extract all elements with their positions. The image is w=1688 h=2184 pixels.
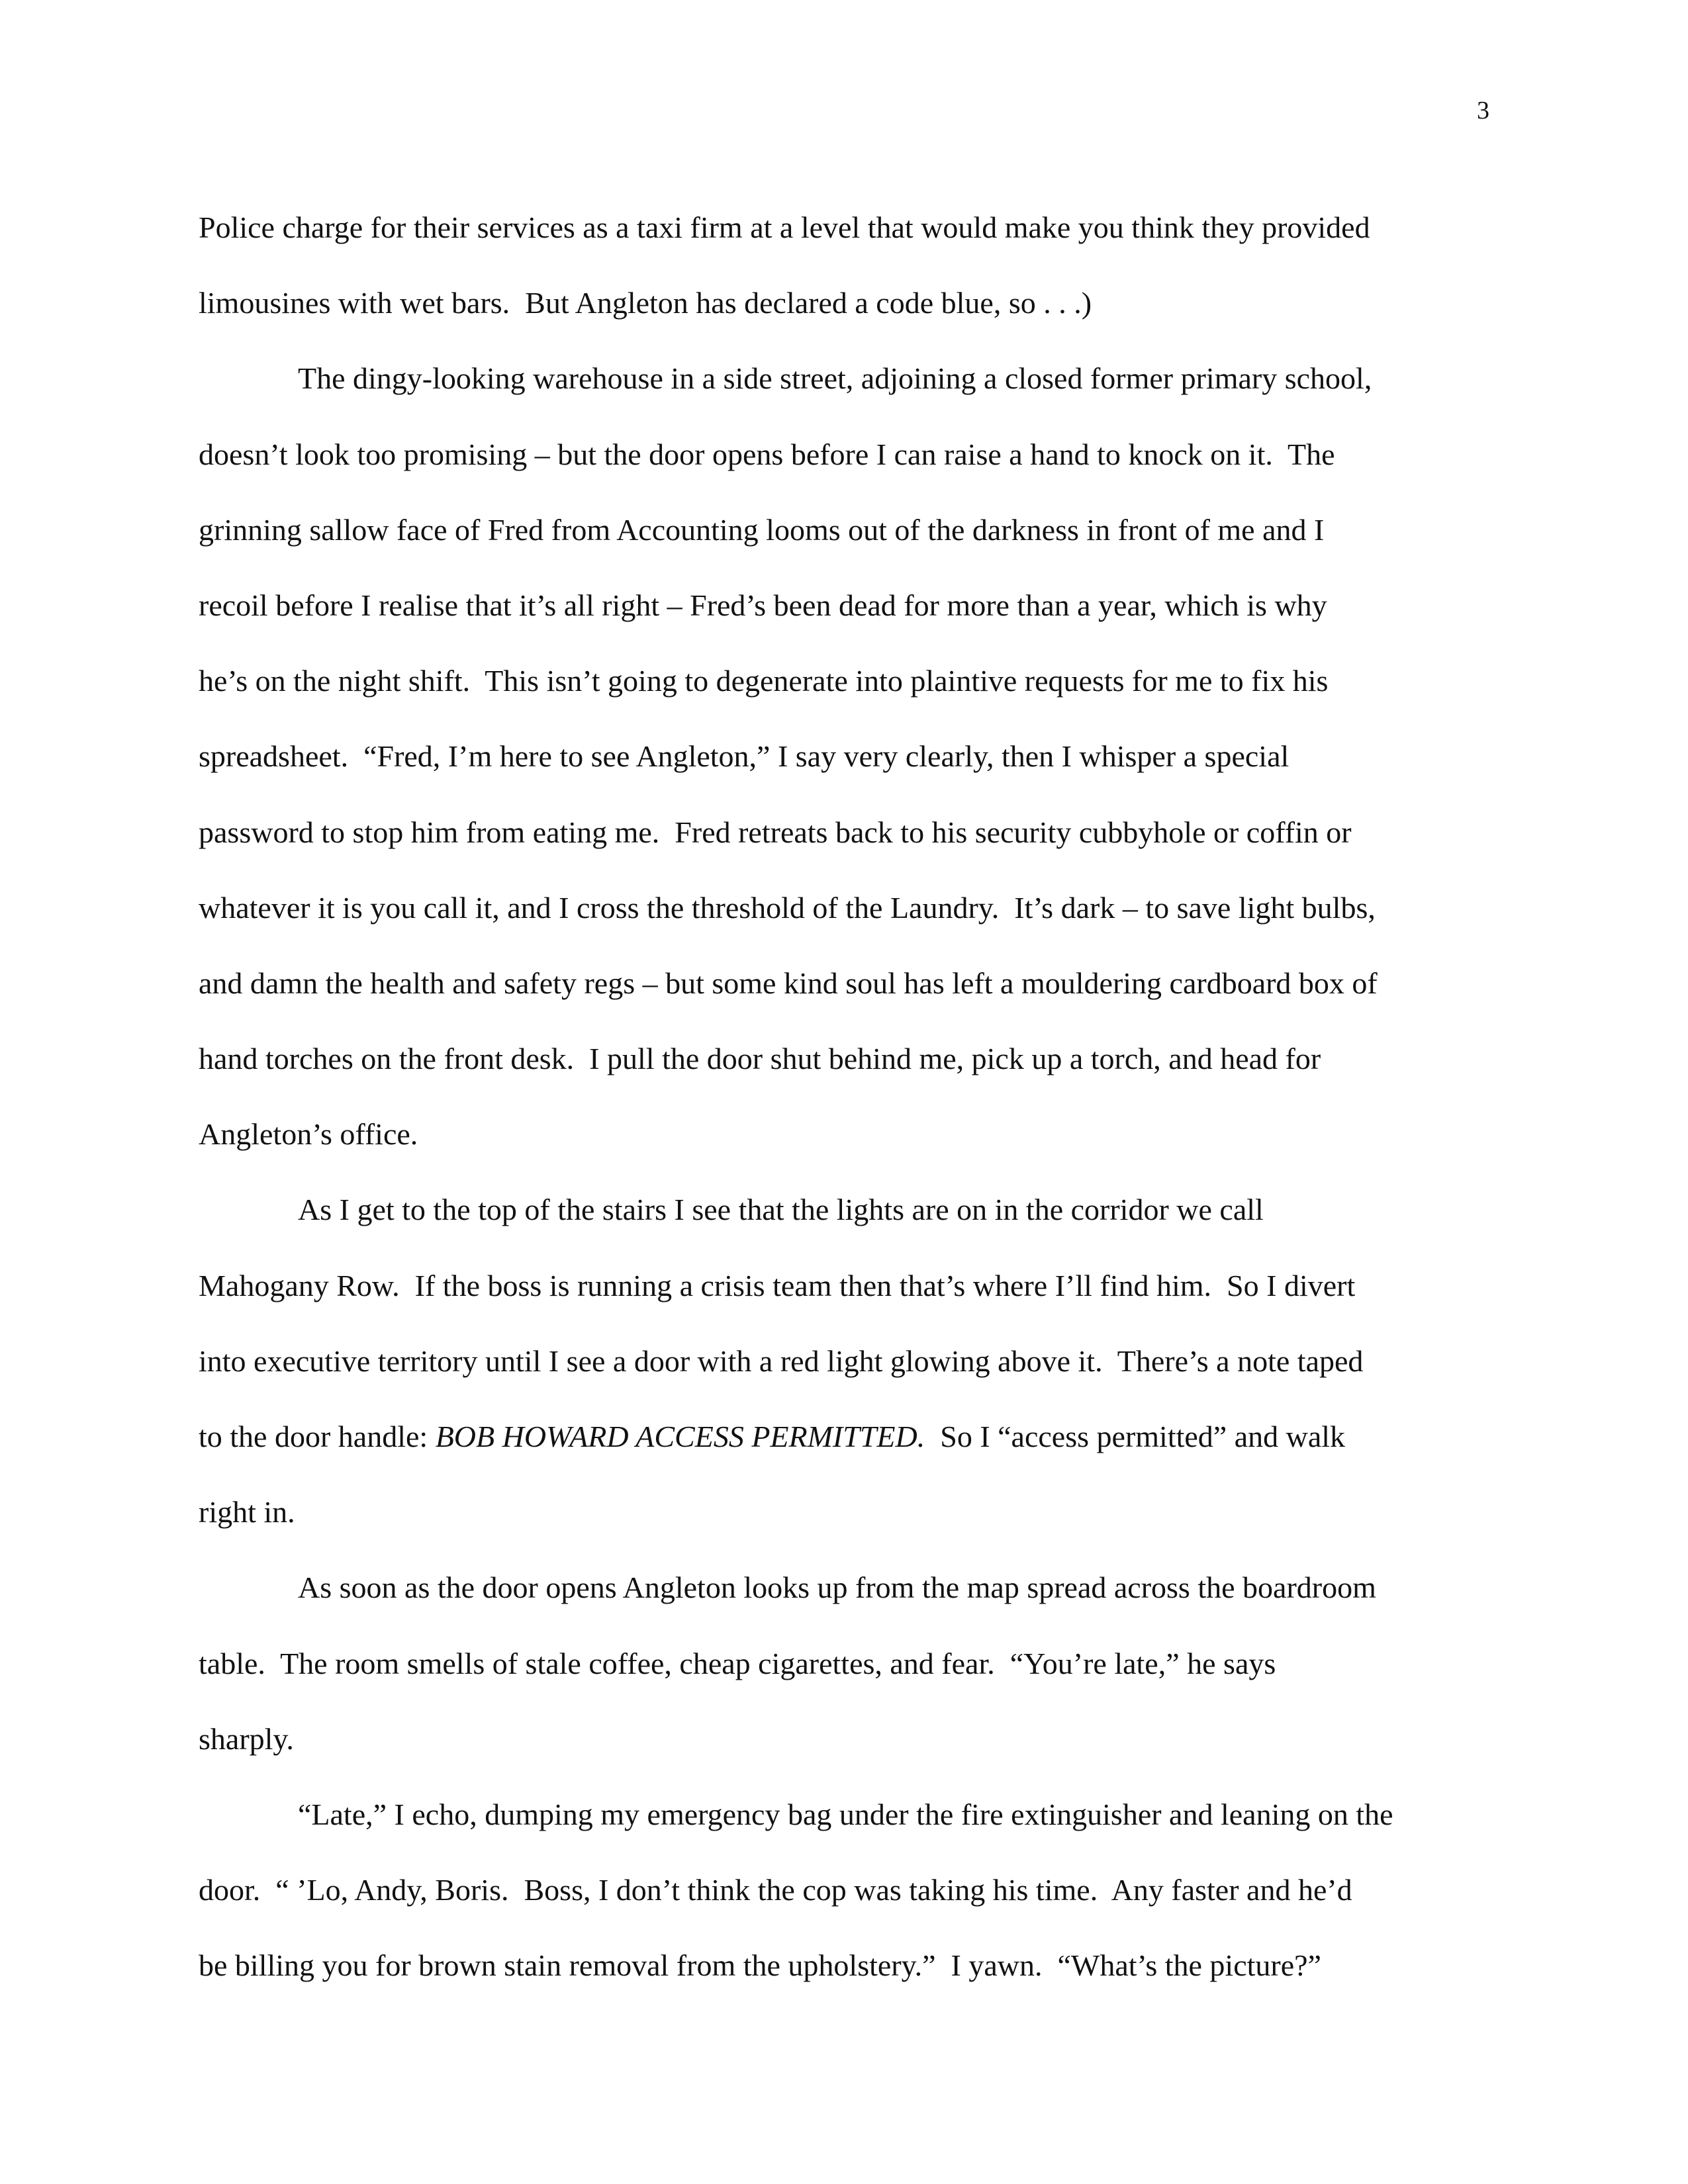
text-run: The dingy-looking warehouse in a side street, adjoining a closed former primary school,: [298, 361, 1372, 396]
text-line: [199, 1852, 1496, 1928]
text-line: [199, 795, 1496, 870]
text-run: door. “ ’Lo, Andy, Boris. Boss, I don’t think the cop was taking his time. Any faster and he’d: [199, 1873, 1352, 1907]
text-run: As soon as the door opens Angleton looks up from the map spread across the boardroom: [298, 1570, 1376, 1605]
text-line: [199, 1248, 1496, 1324]
text-line: [199, 1928, 1496, 2003]
text-line: [199, 1475, 1496, 1550]
text-line: [199, 341, 1496, 416]
text-line: [199, 870, 1496, 946]
text-run: Mahogany Row. If the boss is running a crisis team then that’s where I’ll find him. So I divert: [199, 1268, 1356, 1302]
manuscript-body: [199, 190, 1496, 2004]
text-run: grinning sallow face of Fred from Accounting looms out of the darkness in front of me and I: [199, 512, 1325, 547]
text-run: be billing you for brown stain removal from the upholstery.” I yawn. “What’s the picture?”: [199, 1948, 1321, 1983]
text-run: he’s on the night shift. This isn’t going to degenerate into plaintive requests for me to fix his: [199, 664, 1329, 698]
text-line: [199, 568, 1496, 643]
paragraph: [199, 1550, 1496, 1777]
text-run: to the door handle:: [199, 1420, 436, 1453]
text-run: Police charge for their services as a taxi firm at a level that would make you think they provided: [199, 210, 1370, 244]
text-run: So I “access permitted” and walk: [925, 1420, 1346, 1453]
text-line: [199, 1324, 1496, 1399]
text-run: into executive territory until I see a door with a red light glowing above it. There’s a note taped: [199, 1343, 1364, 1378]
text-line: [199, 1172, 1496, 1248]
text-line: [199, 492, 1496, 568]
text-run: and damn the health and safety regs – but some kind soul has left a mouldering cardboard box of: [199, 966, 1378, 1000]
text-line: [199, 719, 1496, 794]
text-line: [199, 417, 1496, 492]
text-run: sharply.: [199, 1721, 294, 1756]
text-run: doesn’t look too promising – but the door opens before I can raise a hand to knock on it. The: [199, 437, 1335, 471]
text-line: [199, 1702, 1496, 1777]
paragraph: [199, 190, 1496, 341]
text-line: [199, 1626, 1496, 1702]
text-run: whatever it is you call it, and I cross the threshold of the Laundry. It’s dark – to save light bulbs,: [199, 890, 1376, 925]
text-line: [199, 190, 1496, 265]
page-number: 3: [1477, 97, 1489, 124]
paragraph: [199, 1172, 1496, 1550]
text-run: spreadsheet. “Fred, I’m here to see Angleton,” I say very clearly, then I whisper a special: [199, 739, 1289, 774]
text-line: [199, 1550, 1496, 1625]
text-run: right in.: [199, 1495, 295, 1529]
emphasized-text: BOB HOWARD ACCESS PERMITTED.: [435, 1420, 925, 1453]
text-line: [199, 946, 1496, 1021]
text-line: [199, 1399, 1496, 1475]
text-run: recoil before I realise that it’s all right – Fred’s been dead for more than a year, which is why: [199, 588, 1327, 622]
text-run: As I get to the top of the stairs I see that the lights are on in the corridor we call: [298, 1193, 1264, 1227]
text-run: password to stop him from eating me. Fred retreats back to his security cubbyhole or coffin or: [199, 815, 1352, 849]
text-run: limousines with wet bars. But Angleton has declared a code blue, so . . .): [199, 286, 1092, 320]
text-run: hand torches on the front desk. I pull the door shut behind me, pick up a torch, and head for: [199, 1042, 1321, 1076]
text-run: Angleton’s office.: [199, 1117, 418, 1152]
text-line: [199, 643, 1496, 719]
paragraph: [199, 1777, 1496, 2004]
text-line: [199, 265, 1496, 341]
text-line: [199, 1777, 1496, 1852]
text-line: [199, 1097, 1496, 1172]
paragraph: [199, 341, 1496, 1172]
text-line: [199, 1021, 1496, 1097]
text-run: table. The room smells of stale coffee, cheap cigarettes, and fear. “You’re late,” he says: [199, 1646, 1276, 1680]
text-run: “Late,” I echo, dumping my emergency bag under the fire extinguisher and leaning on the: [298, 1797, 1393, 1831]
